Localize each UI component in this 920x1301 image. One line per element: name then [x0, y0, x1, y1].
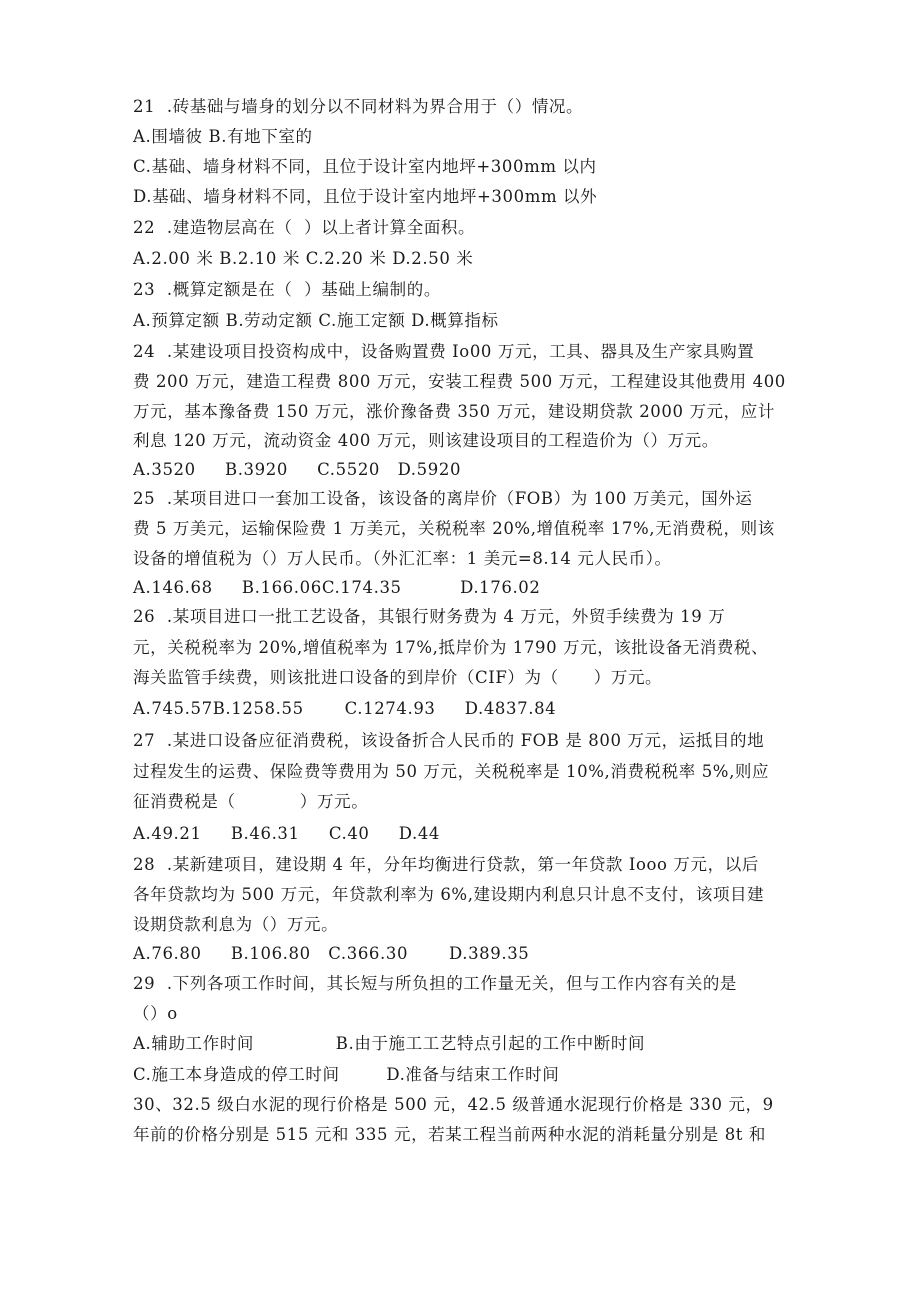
question-26-options: A.745.57B.1258.55 C.1274.93 D.4837.84	[133, 699, 557, 718]
question-28-text-line2: 各年贷款均为 500 万元，年贷款利率为 6%,建设期内利息只计息不支付，该项目建	[133, 885, 765, 904]
question-27-text-line1: 27 .某进口设备应征消费税，该设备折合人民币的 FOB 是 800 万元，运抵目的地	[133, 731, 765, 750]
question-22-text: 22 .建造物层高在（ ）以上者计算全面积。	[133, 218, 476, 237]
question-24-options: A.3520 B.3920 C.5520 D.5920	[133, 460, 462, 479]
question-24-text-line2: 费 200 万元，建造工程费 800 万元，安装工程费 500 万元，工程建设其他费用 400	[133, 372, 786, 391]
question-29-text-line1: 29 .下列各项工作时间，其长短与所负担的工作量无关，但与工作内容有关的是	[133, 974, 738, 993]
question-29-options-cd: C.施工本身造成的停工时间 D.准备与结束工作时间	[133, 1065, 560, 1084]
question-21-options-ab: A.围墙彼 B.有地下室的	[133, 127, 313, 146]
question-23-options: A.预算定额 B.劳动定额 C.施工定额 D.概算指标	[133, 311, 499, 330]
question-24-text-line3: 万元，基本豫备费 150 万元，涨价豫备费 350 万元，建设期贷款 2000 万元，应计	[133, 402, 775, 421]
question-26-text-line2: 元，关税税率为 20%,增值税率为 17%,抵岸价为 1790 万元，该批设备无消费税、	[133, 638, 769, 657]
question-25-text-line2: 费 5 万美元，运输保险费 1 万美元，关税税率 20%,增值税率 17%,无消费税，则该	[133, 519, 775, 538]
question-24-text-line1: 24 .某建设项目投资构成中，设备购置费 Io00 万元，工具、器具及生产家具购置	[133, 342, 755, 361]
question-21-option-c: C.基础、墙身材料不同，且位于设计室内地坪+300mm 以内	[133, 157, 597, 176]
question-23-text: 23 .概算定额是在（ ）基础上编制的。	[133, 280, 441, 299]
question-24-text-line4: 利息 120 万元，流动资金 400 万元，则该建设项目的工程造价为（）万元。	[133, 431, 719, 450]
question-29-options-ab: A.辅助工作时间 B.由于施工工艺特点引起的工作中断时间	[133, 1034, 646, 1053]
question-28-text-line1: 28 .某新建项目，建设期 4 年，分年均衡进行贷款，第一年贷款 Iooo 万元，以后	[133, 855, 759, 874]
question-28-options: A.76.80 B.106.80 C.366.30 D.389.35	[133, 944, 530, 963]
question-27-text-line3: 征消费税是（ ）万元。	[133, 792, 369, 811]
question-26-text-line1: 26 .某项目进口一批工艺设备，其银行财务费为 4 万元，外贸手续费为 19 万	[133, 607, 726, 626]
question-30-text-line2: 年前的价格分别是 515 元和 335 元，若某工程当前两种水泥的消耗量分别是 8t 和	[133, 1125, 766, 1144]
question-28-text-line3: 设期贷款利息为（）万元。	[133, 915, 339, 934]
question-26-text-line3: 海关监管手续费，则该批进口设备的到岸价（CIF）为（ ）万元。	[133, 668, 663, 687]
question-21-option-d: D.基础、墙身材料不同，且位于设计室内地坪+300mm 以外	[133, 187, 598, 206]
question-30-text-line1: 30、32.5 级白水泥的现行价格是 500 元，42.5 级普通水泥现行价格是 330 元，9	[133, 1095, 774, 1114]
question-25-text-line3: 设备的增值税为（）万人民币。（外汇汇率：1 美元=8.14 元人民币）。	[133, 549, 672, 568]
question-25-options: A.146.68 B.166.06C.174.35 D.176.02	[133, 578, 541, 597]
question-27-options: A.49.21 B.46.31 C.40 D.44	[133, 824, 441, 843]
question-27-text-line2: 过程发生的运费、保险费等费用为 50 万元，关税税率是 10%,消费税税率 5%,则应	[133, 762, 770, 781]
question-22-options: A.2.00 米 B.2.10 米 C.2.20 米 D.2.50 米	[133, 249, 474, 268]
question-29-text-line2: （）o	[133, 1004, 178, 1023]
question-21-text: 21 .砖基础与墙身的划分以不同材料为界合用于（）情况。	[133, 97, 584, 116]
question-25-text-line1: 25 .某项目进口一套加工设备，该设备的离岸价（FOB）为 100 万美元，国外运	[133, 489, 753, 508]
